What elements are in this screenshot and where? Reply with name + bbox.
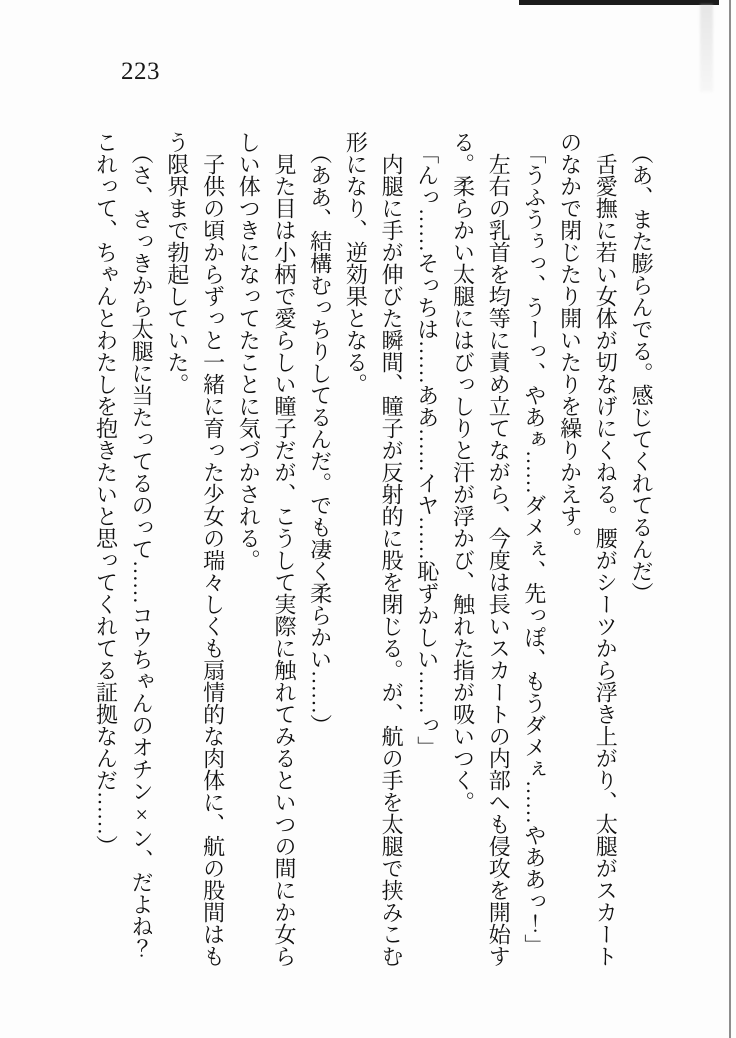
text-line: 「うふうぅっ、うーっ、やあぁ……ダメぇ、先っぽ、もうダメぇ……やああっ！」 [521, 142, 547, 956]
text-line: う限界まで勃起していた。 [164, 131, 190, 395]
scan-artifact-right-edge [729, 0, 731, 1038]
text-line: 子供の頃からずっと一緒に育った少女の瑞々しくも扇情的な肉体に、航の股間はも [200, 153, 226, 967]
scan-artifact-top-edge [519, 0, 719, 5]
text-line: しい体つきになってたことに気づかされる。 [236, 131, 262, 571]
text-line: 見た目は小柄で愛らしい瞳子だが、こうして実際に触れてみるといつの間にか女ら [271, 153, 297, 967]
text-line: 左右の乳首を均等に責め立てながら、今度は長いスカートの内部へも侵攻を開始す [486, 153, 512, 967]
body-text-block [88, 131, 659, 973]
text-line: （あ、また膨らんでる。感じてくれてるんだ） [629, 142, 654, 604]
text-line: これって、ちゃんとわたしを抱きたいと思ってくれてる証拠なんだ……） [93, 131, 119, 857]
text-line: 「んっ……そっちは……ああ……イヤ……恥ずかしい……っ」 [414, 142, 440, 758]
text-line: （さ、さっきから太腿に当たってるのって……コウちゃんのオチン×ン、だよね？ [129, 142, 155, 959]
text-line: る。柔らかい太腿にはびっしりと汗が浮かび、触れた指が吸いつく。 [450, 131, 476, 813]
text-line: 舌愛撫に若い女体が切なげにくねる。腰がシーツから浮き上がり、太腿がスカート [593, 153, 619, 967]
text-line: （ああ、結構むっちりしてるんだ。でも凄く柔らかい……） [307, 142, 333, 736]
scan-artifact-smudge [700, 4, 713, 92]
page-number: 223 [121, 58, 160, 85]
text-line: 内腿に手が伸びた瞬間、瞳子が反射的に股を閉じる。が、航の手を太腿で挟みこむ [379, 153, 405, 967]
text-line: のなかで閉じたり開いたりを繰りかえす。 [557, 131, 583, 549]
text-line: 形になり、逆効果となる。 [343, 131, 369, 395]
